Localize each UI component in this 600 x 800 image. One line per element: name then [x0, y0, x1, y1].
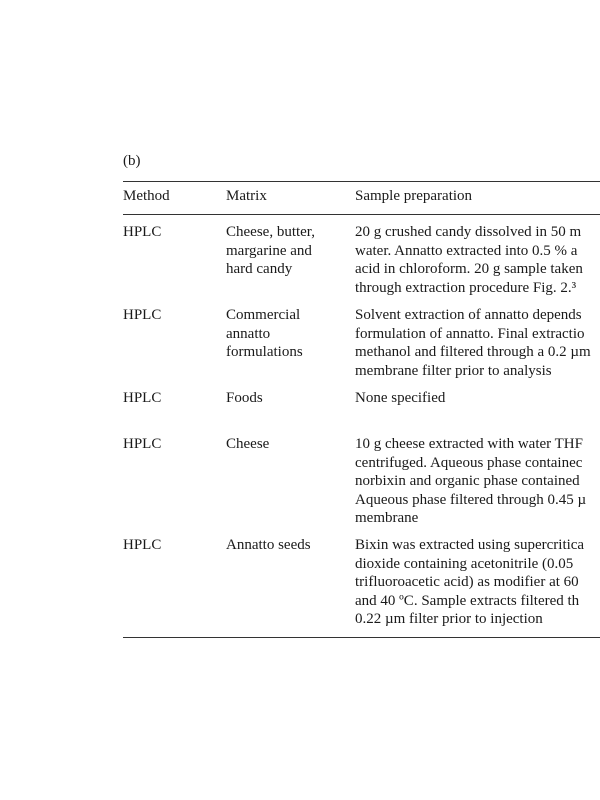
- row-4-matrix-line: Cheese: [226, 436, 270, 452]
- row-2-prep-line: formulation of annatto. Final extractio: [355, 325, 585, 342]
- row-4-prep-line: 10 g cheese extracted with water THF: [355, 436, 583, 452]
- row-1-method: HPLC: [123, 224, 162, 240]
- row-1-prep-line: acid in chloroform. 20 g sample taken: [355, 261, 583, 277]
- row-3-matrix: [226, 389, 263, 408]
- row-4-prep-line: norbixin and organic phase contained: [355, 473, 580, 489]
- row-2-matrix: [226, 306, 303, 362]
- row-3-prep-line: None specified: [355, 390, 446, 406]
- row-5-prep: [355, 536, 584, 629]
- row-1-prep-line: water. Annatto extracted into 0.5 % a: [355, 242, 578, 259]
- row-1-prep: [355, 223, 583, 297]
- row-5-matrix-line: Annatto seeds: [226, 537, 311, 553]
- table-top-rule: [123, 181, 600, 182]
- row-5-prep-line: dioxide containing acetonitrile (0.05: [355, 555, 574, 572]
- row-5-prep-line: trifluoroacetic acid) as modifier at 60: [355, 574, 579, 590]
- row-2-matrix-line: Commercial: [226, 307, 301, 323]
- row-3-prep: [355, 389, 445, 408]
- row-1-matrix-line: margarine and: [226, 242, 312, 259]
- row-2-prep-line: Solvent extraction of annatto depends: [355, 307, 582, 323]
- header-sample-preparation: Sample preparation: [355, 188, 473, 204]
- row-2-prep: [355, 306, 591, 380]
- row-5-prep-line: 0.22 µm filter prior to injection: [355, 611, 543, 627]
- header-method: Method: [123, 188, 170, 204]
- row-5-prep-line: Bixin was extracted using supercritica: [355, 537, 585, 553]
- table-bottom-rule: [123, 637, 600, 638]
- row-4-prep-line: centrifuged. Aqueous phase containec: [355, 454, 583, 471]
- row-5-method: HPLC: [123, 537, 162, 553]
- row-2-matrix-line: formulations: [226, 344, 303, 360]
- row-1-matrix-line: Cheese, butter,: [226, 224, 315, 240]
- row-4-method: HPLC: [123, 436, 162, 452]
- row-4-prep-line: membrane: [355, 510, 419, 526]
- table-label: (b): [123, 153, 141, 169]
- row-1-matrix: [226, 223, 315, 279]
- row-4-prep: [355, 435, 586, 528]
- header-matrix: Matrix: [226, 188, 267, 204]
- row-2-method: HPLC: [123, 307, 162, 323]
- row-4-prep-line: Aqueous phase filtered through 0.45 µ: [355, 491, 587, 508]
- row-4-matrix: [226, 435, 269, 454]
- row-2-prep-line: methanol and filtered through a 0.2 µm: [355, 344, 591, 360]
- row-5-prep-line: and 40 ºC. Sample extracts filtered th: [355, 592, 580, 609]
- row-3-matrix-line: Foods: [226, 390, 263, 406]
- row-1-prep-line: through extraction procedure Fig. 2.³: [355, 279, 577, 296]
- row-2-matrix-line: annatto: [226, 325, 271, 342]
- header-rule: [123, 214, 600, 215]
- row-2-prep-line: membrane filter prior to analysis: [355, 362, 552, 379]
- row-5-matrix: [226, 536, 311, 555]
- row-1-matrix-line: hard candy: [226, 261, 293, 277]
- row-3-method: HPLC: [123, 390, 162, 406]
- row-1-prep-line: 20 g crushed candy dissolved in 50 m: [355, 224, 582, 240]
